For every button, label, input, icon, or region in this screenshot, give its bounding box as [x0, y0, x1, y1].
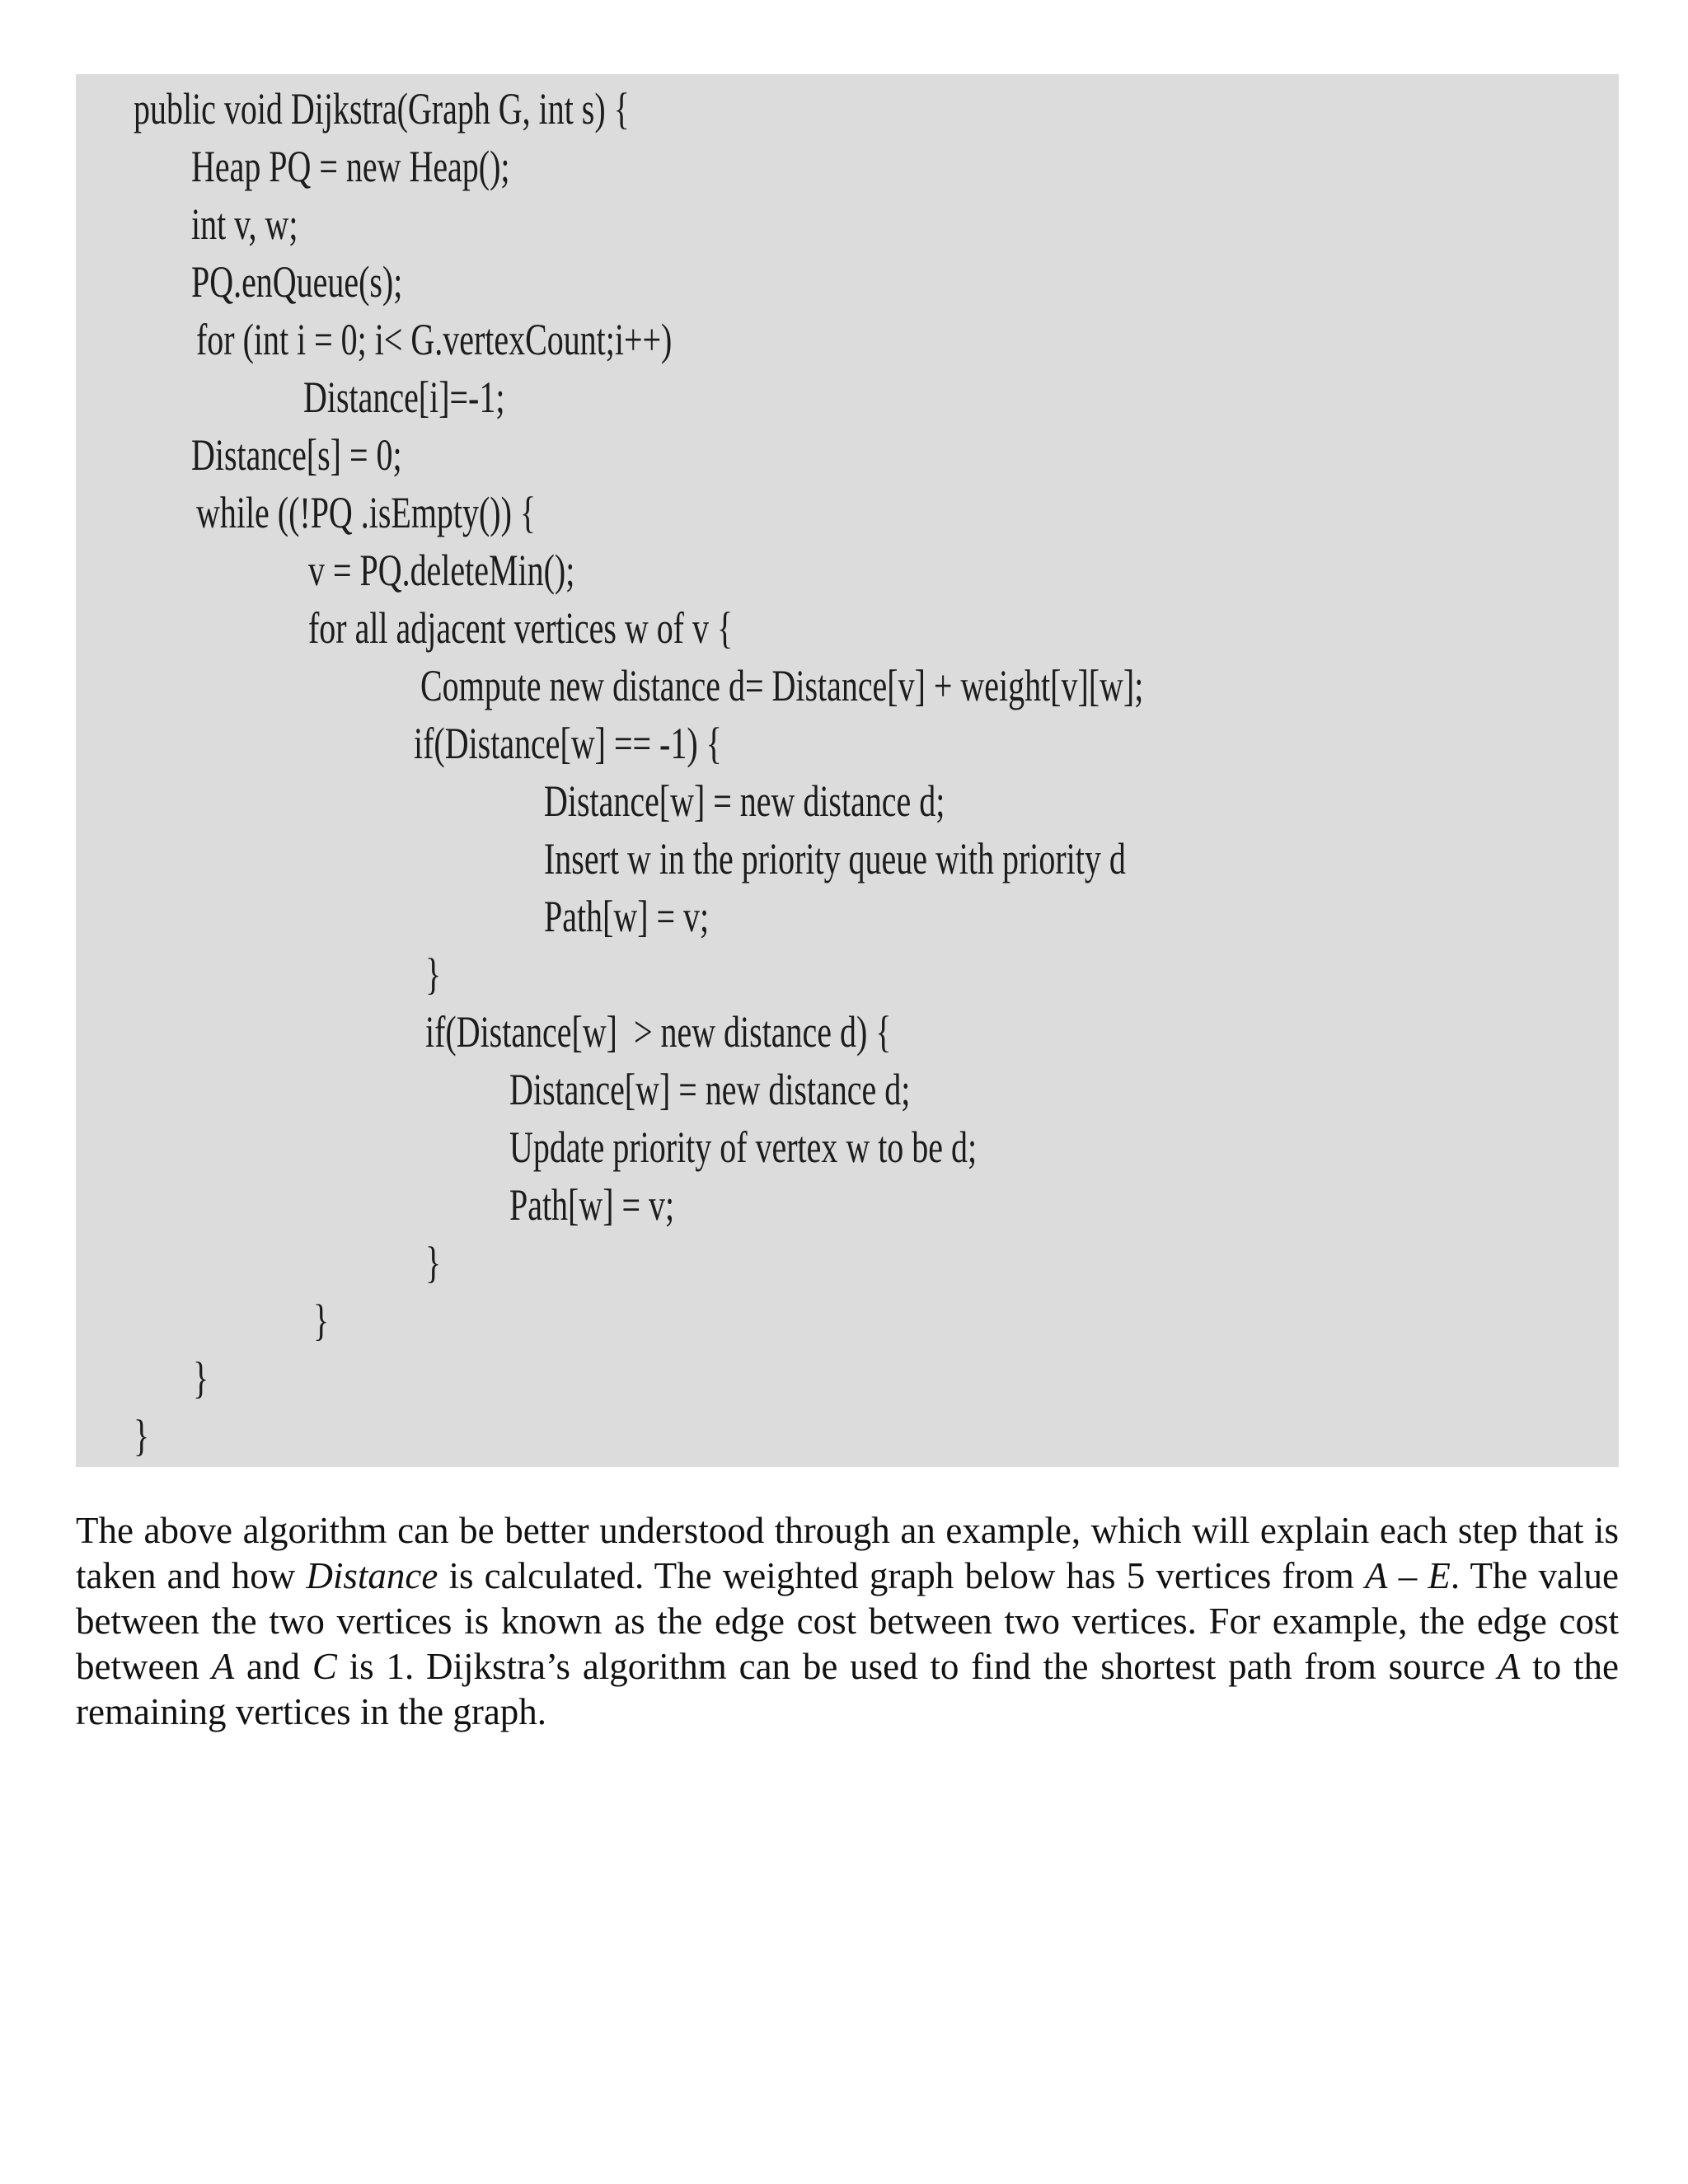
paragraph-text-7: to the remaining vertices in the graph.	[76, 1646, 1619, 1732]
body-paragraph	[76, 1508, 1619, 1735]
code-line-7: Distance[s] = 0;	[191, 430, 402, 480]
paragraph-vertex-a: A	[1497, 1646, 1521, 1687]
code-line-2: Heap PQ = new Heap();	[191, 142, 510, 191]
code-line-19: Update priority of vertex w to be d;	[509, 1122, 978, 1172]
paragraph-text-6: is 1. Dijkstra’s algorithm can be used to find the shortest path from source	[336, 1646, 1498, 1687]
paragraph-vertex-a: A	[211, 1646, 235, 1687]
code-listing-figure	[76, 74, 1619, 1467]
code-line-22: }	[313, 1296, 330, 1345]
code-line-15: Path[w] = v;	[544, 892, 710, 941]
code-line-14: Insert w in the priority queue with priority d	[544, 834, 1126, 883]
code-line-20: Path[w] = v;	[509, 1180, 675, 1230]
code-line-9: v = PQ.deleteMin();	[308, 546, 575, 595]
paragraph-text-4: . The value between the two vertices is known as the edge cost between two vertices. For example, the edge cost between	[76, 1555, 1620, 1687]
code-line-21: }	[425, 1238, 442, 1287]
paragraph-term-distance: Distance	[306, 1555, 438, 1596]
code-line-4: PQ.enQueue(s);	[191, 257, 403, 307]
paragraph-vertex-a: A	[1365, 1555, 1388, 1596]
code-line-16: }	[425, 949, 442, 999]
code-line-1: public void Dijkstra(Graph G, int s) {	[134, 84, 630, 134]
paragraph-text-3: –	[1387, 1555, 1428, 1596]
code-line-24: }	[134, 1411, 150, 1460]
paragraph-text-5: and	[234, 1646, 312, 1687]
code-line-17: if(Distance[w] > new distance d) {	[425, 1007, 892, 1057]
code-line-13: Distance[w] = new distance d;	[544, 776, 945, 826]
paragraph-text-1: The above algorithm can be better understood through an example, which will explain each step that is taken and how	[76, 1510, 1619, 1596]
code-line-11: Compute new distance d= Distance[v] + weight[v][w];	[420, 661, 1144, 710]
paragraph-vertex-c: C	[312, 1646, 337, 1687]
code-line-5: for (int i = 0; i< G.vertexCount;i++)	[196, 315, 673, 364]
code-line-10: for all adjacent vertices w of v {	[308, 603, 734, 653]
code-line-18: Distance[w] = new distance d;	[509, 1065, 911, 1114]
paragraph-text-2: is calculated. The weighted graph below has 5 vertices from	[438, 1555, 1366, 1596]
code-line-8: while ((!PQ .isEmpty()) {	[196, 488, 537, 537]
code-line-3: int v, w;	[191, 199, 298, 249]
code-line-6: Distance[i]=-1;	[303, 373, 505, 422]
paragraph-vertex-e: E	[1428, 1555, 1451, 1596]
code-line-23: }	[193, 1353, 209, 1403]
code-line-12: if(Distance[w] == -1) {	[414, 719, 722, 768]
